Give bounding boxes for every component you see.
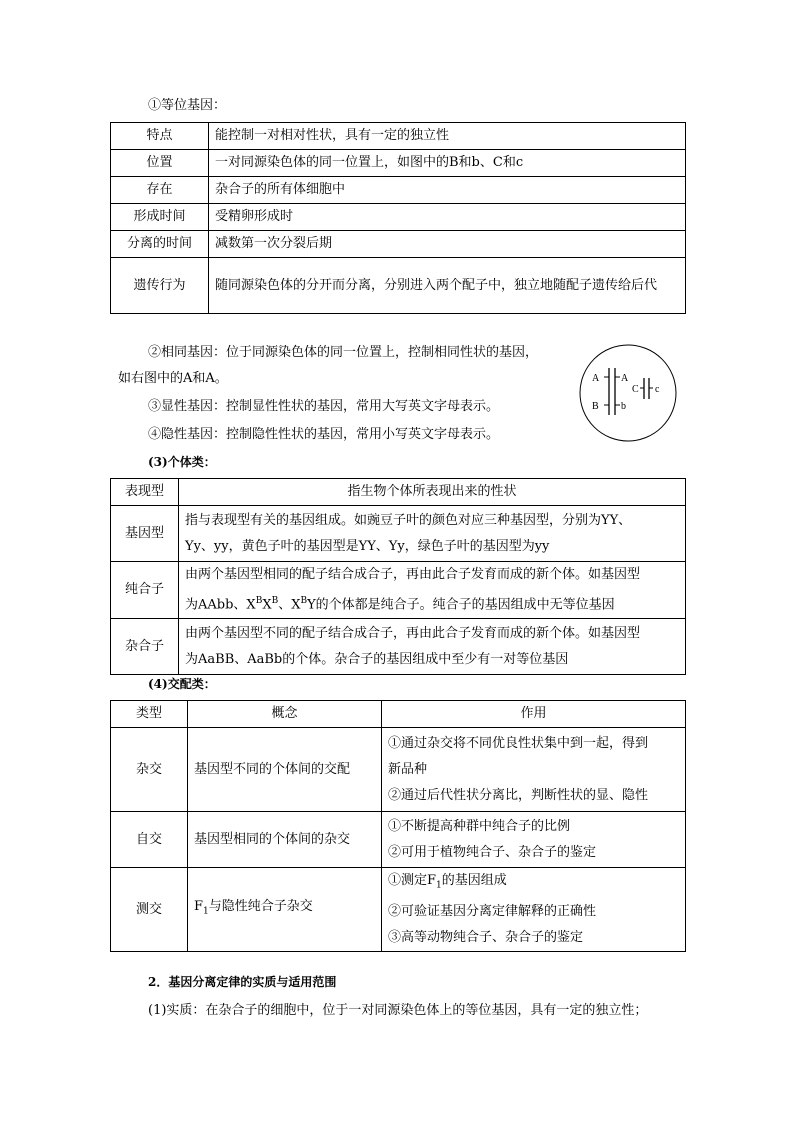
same-gene-line1: ②相同基因：位于同源染色体的同一位置上，控制相同性状的基因， bbox=[148, 345, 539, 360]
mating-type: 杂交 bbox=[111, 728, 188, 812]
individual-label: 纯合子 bbox=[111, 562, 179, 619]
allele-label: 位置 bbox=[111, 150, 209, 177]
allele-label: 特点 bbox=[111, 123, 209, 150]
section2-line1: (1)实质：在杂合子的细胞中，位于一对同源染色体上的等位基因，具有一定的独立性； bbox=[148, 1003, 648, 1018]
individual-value bbox=[179, 619, 686, 675]
individual-line: Yy、yy，黄色子叶的基因型是YY、Yy，绿色子叶的基因型为yy bbox=[185, 538, 550, 554]
table-row bbox=[111, 619, 686, 675]
allele-value: 杂合子的所有体细胞中 bbox=[209, 177, 686, 204]
allele-label: 存在 bbox=[111, 177, 209, 204]
effect-line: ②可验证基因分离定律解释的正确性 bbox=[388, 903, 597, 919]
label-C: C bbox=[632, 384, 639, 395]
table-row bbox=[111, 701, 686, 728]
label-B: B bbox=[592, 401, 599, 412]
effect-line: 新品种 bbox=[388, 761, 428, 777]
label-b: b bbox=[621, 401, 626, 412]
individual-table bbox=[110, 478, 686, 675]
individual-label: 杂合子 bbox=[111, 619, 179, 675]
table-row bbox=[111, 868, 686, 952]
individual-label: 基因型 bbox=[111, 506, 179, 562]
label-A-right: A bbox=[621, 373, 629, 384]
mating-header: 类型 bbox=[111, 701, 188, 728]
individual-header-value: 指生物个体所表现出来的性状 bbox=[179, 479, 686, 506]
allele-table bbox=[110, 122, 686, 314]
mating-type: 测交 bbox=[111, 868, 188, 952]
label-c: c bbox=[655, 384, 660, 395]
same-gene-line2: 如右图中的A和A。 bbox=[118, 371, 228, 386]
allele-label: 形成时间 bbox=[111, 204, 209, 231]
mating-concept: $F_1$与隐性纯合子杂交 bbox=[188, 868, 382, 952]
label-A-left: A bbox=[592, 373, 600, 384]
table-row bbox=[111, 150, 686, 177]
individual-value bbox=[179, 562, 686, 619]
section2-heading: 2．基因分离定律的实质与适用范围 bbox=[148, 975, 337, 989]
allele-label: 分离的时间 bbox=[111, 231, 209, 258]
mating-header: 概念 bbox=[188, 701, 382, 728]
effect-line: ①测定$F_1$的基因组成 bbox=[388, 873, 507, 891]
individual-line: 由两个基因型不同的配子结合成合子，再由此合子发育而成的新个体。如基因型 bbox=[185, 625, 641, 641]
chromosome-diagram bbox=[576, 343, 680, 443]
mating-concept: 基因型不同的个体间的交配 bbox=[188, 728, 382, 812]
effect-line: ①不断提高种群中纯合子的比例 bbox=[388, 818, 571, 834]
individual-line: 指与表现型有关的基因组成。如豌豆子叶的颜色对应三种基因型，分别为YY、 bbox=[185, 512, 632, 528]
mating-table bbox=[110, 700, 686, 952]
table-row bbox=[111, 562, 686, 619]
mating-concept: 基因型相同的个体间的杂交 bbox=[188, 812, 382, 868]
individual-line: 由两个基因型相同的配子结合成合子，再由此合子发育而成的新个体。如基因型 bbox=[185, 567, 641, 582]
dominant-gene-text: ③显性基因：控制显性性状的基因，常用大写英文字母表示。 bbox=[148, 399, 500, 414]
table-row bbox=[111, 506, 686, 562]
table-row bbox=[111, 812, 686, 868]
table-row bbox=[111, 258, 686, 314]
table-row bbox=[111, 728, 686, 812]
individual-value bbox=[179, 506, 686, 562]
mating-effects bbox=[382, 728, 686, 812]
individual-heading: (3)个体类： bbox=[148, 455, 216, 469]
mating-type: 自交 bbox=[111, 812, 188, 868]
allele-heading: ①等位基因： bbox=[148, 98, 227, 113]
recessive-gene-text: ④隐性基因：控制隐性性状的基因，常用小写英文字母表示。 bbox=[148, 427, 500, 442]
allele-value: 能控制一对相对性状，具有一定的独立性 bbox=[209, 123, 686, 150]
allele-label: 遗传行为 bbox=[111, 258, 209, 314]
mating-effects bbox=[382, 812, 686, 868]
effect-line: ②通过后代性状分离比，判断性状的显、隐性 bbox=[388, 787, 649, 803]
table-row bbox=[111, 479, 686, 506]
individual-line: 为AaBB、AaBb的个体。杂合子的基因组成中至少有一对等位基因 bbox=[185, 651, 569, 667]
mating-heading: (4)交配类： bbox=[148, 677, 216, 691]
table-row bbox=[111, 231, 686, 258]
effect-line: ①通过杂交将不同优良性状集中到一起，得到 bbox=[388, 735, 649, 751]
allele-value: 一对同源染色体的同一位置上，如图中的B和b、C和c bbox=[209, 150, 686, 177]
allele-value: 随同源染色体的分开而分离，分别进入两个配子中，独立地随配子遗传给后代 bbox=[209, 258, 686, 314]
mating-effects bbox=[382, 868, 686, 952]
individual-header-label: 表现型 bbox=[111, 479, 179, 506]
effect-line: ③高等动物纯合子、杂合子的鉴定 bbox=[388, 929, 584, 945]
effect-line: ②可用于植物纯合子、杂合子的鉴定 bbox=[388, 844, 597, 860]
allele-value: 减数第一次分裂后期 bbox=[209, 231, 686, 258]
table-row bbox=[111, 177, 686, 204]
table-row bbox=[111, 123, 686, 150]
individual-line: 为AAbb、$X^BX^B$、$X^BY$的个体都是纯合子。纯合子的基因组成中无等位基因 bbox=[185, 596, 615, 613]
allele-value: 受精卵形成时 bbox=[209, 204, 686, 231]
mating-header: 作用 bbox=[382, 701, 686, 728]
table-row bbox=[111, 204, 686, 231]
